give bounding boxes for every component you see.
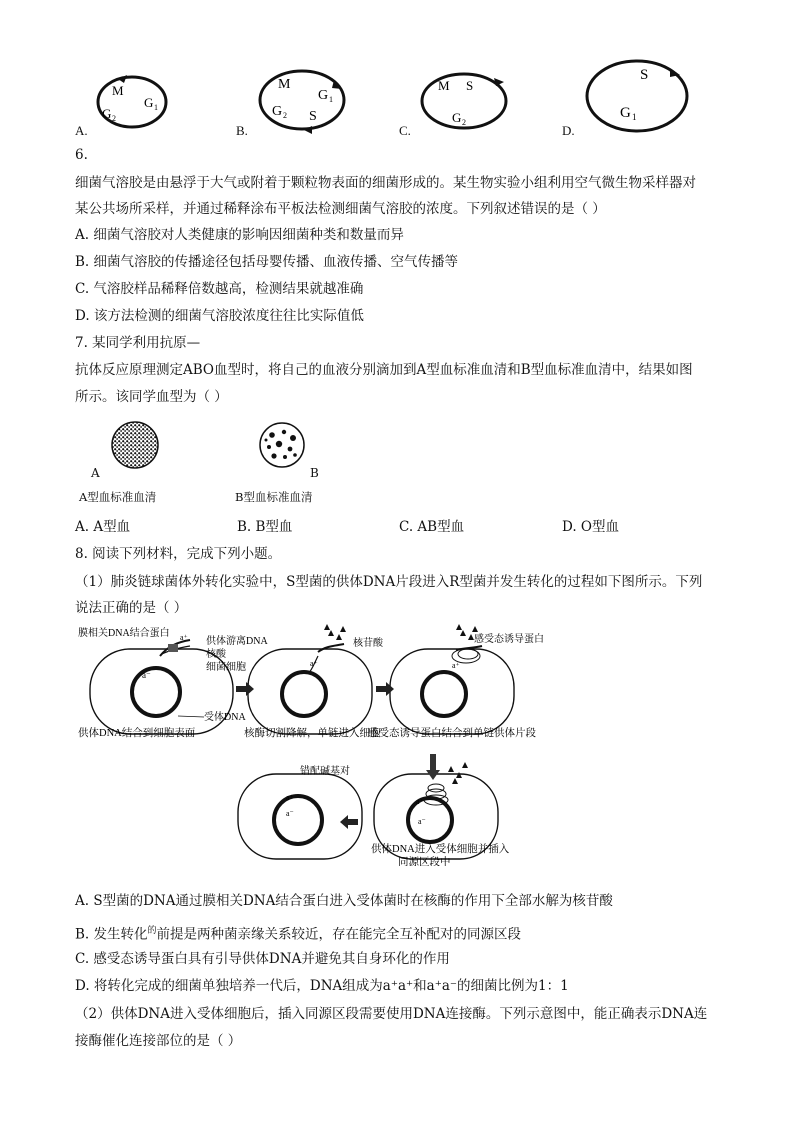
svg-text:G: G [620, 105, 631, 121]
serum-a-letter: A [91, 466, 100, 480]
option-label-b: B. [236, 123, 248, 138]
svg-text:S: S [309, 109, 317, 124]
svg-text:G: G [452, 110, 462, 125]
svg-text:供体游离DNA: 供体游离DNA [206, 636, 268, 647]
svg-text:细菌细胞: 细菌细胞 [206, 662, 246, 673]
q8-option-c[interactable]: C. 感受态诱导蛋白具有引导供体DNA并避免其自身环化的作用 [75, 951, 450, 967]
serum-a-caption: A型血标准血清 [79, 490, 157, 504]
svg-text:膜相关DNA结合蛋白: 膜相关DNA结合蛋白 [78, 628, 170, 639]
svg-text:S: S [640, 67, 649, 83]
q8-option-b[interactable]: B. 发生转化$^的$前提是两种菌亲缘关系较近，存在能完全互补配对的同源区段 [75, 926, 522, 943]
svg-text:2: 2 [283, 111, 287, 120]
svg-text:感受态诱导蛋白: 感受态诱导蛋白 [474, 634, 544, 645]
serum-b-clumped-icon [257, 420, 307, 470]
option-label-d: D. [562, 123, 575, 138]
q6-option-a[interactable]: A. 细菌气溶胶对人类健康的影响因细菌种类和数量而异 [75, 227, 404, 243]
q6-stem: 细菌气溶胶是由悬浮于大气或附着于颗粒物表面的细菌形成的。某生物实验小组利用空气微生物采样器对 [75, 175, 696, 191]
q8-stem: 8. 阅读下列材料，完成下列小题。 [75, 546, 282, 562]
svg-text:2: 2 [112, 114, 116, 123]
serum-b-letter: B [310, 466, 319, 480]
q8-sub2-stem-cont: 接酶催化连接部位的是（ ） [75, 1033, 242, 1049]
q5-figure-c [414, 68, 514, 136]
q6-option-b[interactable]: B. 细菌气溶胶的传播途径包括母婴传播、血液传播、空气传播等 [75, 254, 459, 270]
option-label-a: A. [75, 123, 88, 138]
q5-figure-d [582, 54, 692, 138]
q6-option-d[interactable]: D. 该方法检测的细菌气溶胶浓度往往比实际值低 [75, 308, 364, 324]
phase-m: M [112, 83, 124, 98]
serum-a-agglutinated-icon [110, 420, 160, 470]
svg-text:M: M [438, 78, 450, 93]
svg-text:2: 2 [462, 118, 466, 127]
svg-text:G: G [318, 88, 329, 103]
q7-option-b[interactable]: B. B型血 [237, 519, 293, 535]
svg-text:G: G [272, 104, 283, 119]
q6-stem-cont: 某公共场所采样，并通过稀释涂布平板法检测细菌气溶胶的浓度。下列叙述错误的是（ ） [75, 201, 606, 217]
transformation-diagram [78, 624, 718, 866]
svg-text:1: 1 [329, 95, 333, 104]
svg-text:供体DNA结合到细胞表面: 供体DNA结合到细胞表面 [78, 728, 196, 739]
svg-text:同源区段中: 同源区段中 [398, 857, 451, 866]
q5-figure-b [252, 62, 352, 136]
svg-text:a⁻: a⁻ [142, 670, 151, 680]
svg-text:a⁺: a⁺ [180, 633, 188, 642]
svg-text:1: 1 [154, 103, 158, 112]
q8-sub1-stem: （1）肺炎链球菌体外转化实验中，S型菌的供体DNA片段进入R型菌并发生转化的过程如下图所示。下列 [75, 574, 703, 590]
svg-text:G: G [102, 106, 112, 121]
q6-number: 6. [75, 147, 88, 163]
q7-stem: 7. 某同学利用抗原— [75, 335, 201, 351]
svg-text:感受态诱导蛋白结合到单链供体片段: 感受态诱导蛋白结合到单链供体片段 [368, 728, 536, 739]
q7-stem-cont: 抗体反应原理测定ABO血型时，将自己的血液分别滴加到A型血标准血清和B型血标准血清中，结果如图 [75, 362, 693, 378]
q7-option-d[interactable]: D. O型血 [562, 519, 619, 535]
svg-text:a⁻: a⁻ [286, 809, 294, 818]
q6-option-c[interactable]: C. 气溶胶样品稀释倍数越高，检测结果就越准确 [75, 281, 364, 297]
svg-text:a⁺: a⁺ [452, 661, 460, 670]
q8-sub1-stem-cont: 说法正确的是（ ） [75, 600, 188, 616]
svg-text:G: G [144, 95, 154, 110]
q8-option-d[interactable]: D. 将转化完成的细菌单独培养一代后，DNA组成为a⁺a⁺和a⁺a⁻的细菌比例为1：1 [75, 978, 569, 994]
svg-text:1: 1 [632, 112, 637, 122]
svg-text:a⁺: a⁺ [416, 797, 424, 806]
svg-text:a⁻: a⁻ [418, 817, 426, 826]
svg-text:核苷酸: 核苷酸 [353, 638, 383, 649]
svg-text:S: S [466, 78, 474, 93]
svg-text:M: M [278, 77, 291, 92]
svg-text:核酸: 核酸 [206, 649, 226, 660]
option-label-c: C. [399, 123, 411, 138]
q7-stem-cont2: 所示。该同学血型为（ ） [75, 389, 228, 405]
q7-option-c[interactable]: C. AB型血 [399, 519, 465, 535]
svg-text:错配碱基对: 错配碱基对 [300, 766, 350, 777]
svg-text:受体DNA: 受体DNA [204, 712, 246, 723]
q5-figure-a [74, 70, 174, 138]
svg-text:供体DNA进入受体细胞并插入: 供体DNA进入受体细胞并插入 [371, 844, 510, 855]
q7-option-a[interactable]: A. A型血 [75, 519, 131, 535]
q8-option-a[interactable]: A. S型菌的DNA通过膜相关DNA结合蛋白进入受体菌时在核酶的作用下全部水解为核苷酸 [75, 893, 613, 909]
svg-text:核酶切割降解，单链进入细胞: 核酶切割降解，单链进入细胞 [244, 728, 381, 739]
svg-text:a⁺: a⁺ [310, 659, 318, 668]
serum-b-caption: B型血标准血清 [235, 490, 313, 504]
svg-text:a⁺: a⁺ [286, 793, 294, 802]
q8-sub2-stem: （2）供体DNA进入受体细胞后，插入同源区段需要使用DNA连接酶。下列示意图中，能正确表示DNA连 [75, 1006, 708, 1022]
